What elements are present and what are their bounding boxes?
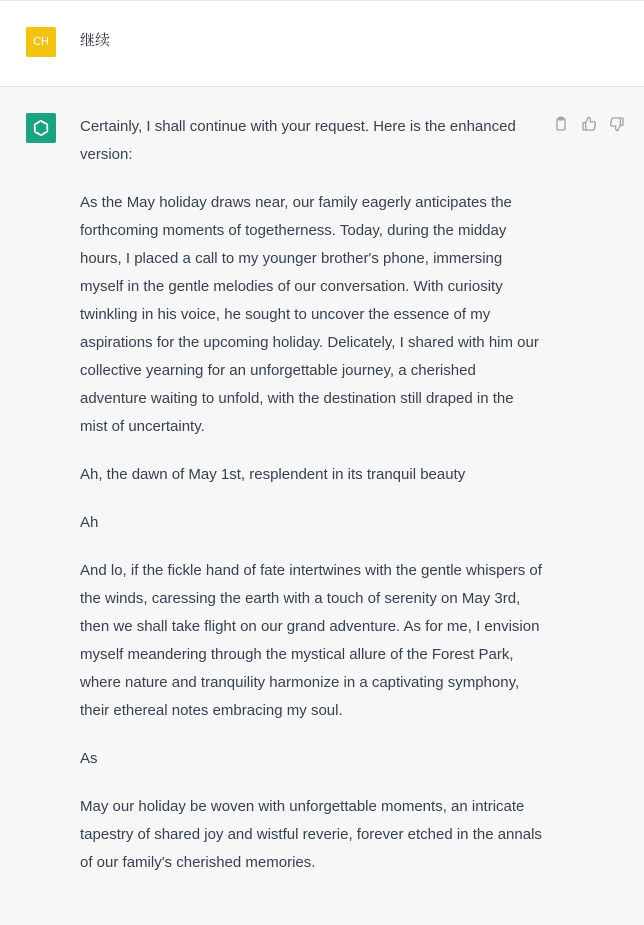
copy-button[interactable] <box>552 115 570 133</box>
thumbs-down-button[interactable] <box>608 115 626 133</box>
openai-logo-icon <box>30 117 52 139</box>
assistant-paragraph: Ah, the dawn of May 1st, resplendent in its tranquil beauty <box>80 466 466 483</box>
message-actions <box>552 115 626 133</box>
user-message-row <box>0 1 644 87</box>
thumbs-down-icon <box>609 116 625 132</box>
assistant-paragraph: And lo, if the fickle hand of fate intertwines with the gentle whispers of the winds, caressing the earth with a touch of serenity on May 3rd, then we shall take flight on our grand adventure. As for me, I envision myself meandering through the mystical allure of the Forest Park, where nature and tranquility harmonize in a captivating symphony, their ethereal notes embracing my soul. <box>80 562 542 719</box>
assistant-message-row <box>0 87 644 925</box>
assistant-paragraph: May our holiday be woven with unforgettable moments, an intricate tapestry of shared joy and wistful reverie, forever etched in the annals of our family's cherished memories. <box>80 798 542 871</box>
assistant-paragraph: Certainly, I shall continue with your request. Here is the enhanced version: <box>80 118 516 163</box>
assistant-paragraph: As <box>80 750 98 767</box>
assistant-avatar <box>26 113 56 143</box>
user-avatar: CH <box>26 27 56 57</box>
assistant-paragraph: As the May holiday draws near, our family eagerly anticipates the forthcoming moments of togetherness. Today, during the midday hours, I placed a call to my younger brother's phone, immersing myself in the gentle melodies of our conversation. With curiosity twinkling in his voice, he sought to uncover the essence of my aspirations for the upcoming holiday. Delicately, I shared with him our collective yearning for an unforgettable journey, a cherished adventure waiting to unfold, with the destination still draped in the mist of uncertainty. <box>80 194 539 435</box>
thumbs-up-icon <box>581 116 597 132</box>
assistant-paragraph: Ah <box>80 514 99 531</box>
clipboard-icon <box>553 116 569 132</box>
thumbs-up-button[interactable] <box>580 115 598 133</box>
assistant-message-body <box>80 113 545 897</box>
user-message-text: 继续 <box>80 31 111 49</box>
